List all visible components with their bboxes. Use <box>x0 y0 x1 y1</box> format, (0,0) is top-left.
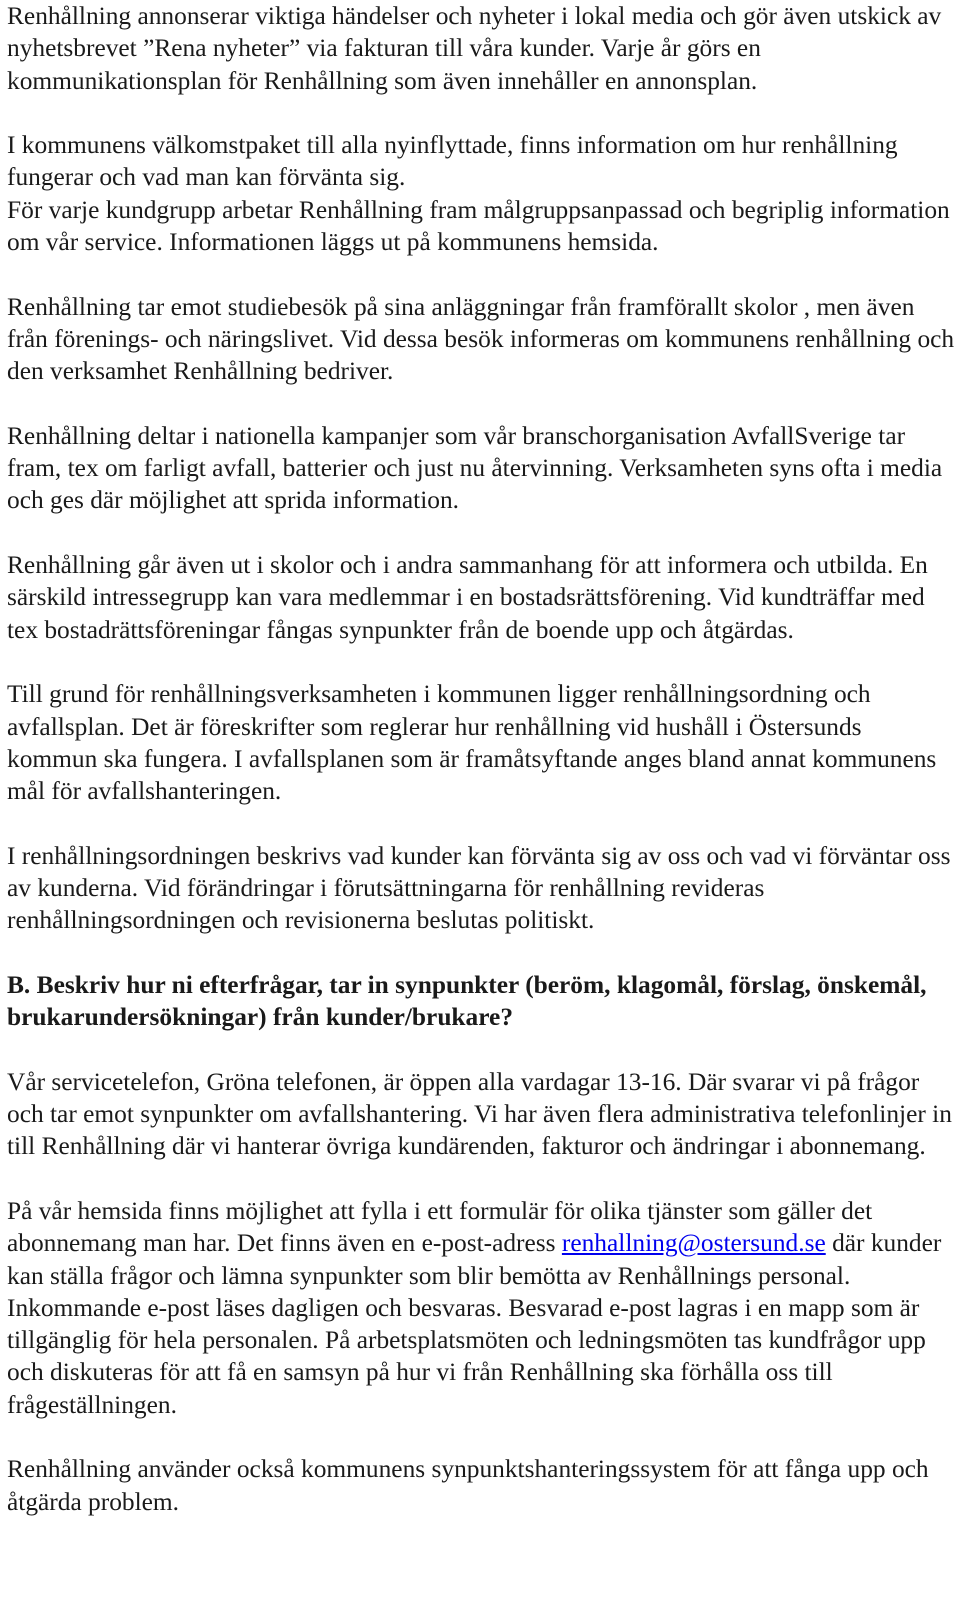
paragraph-gap <box>7 388 957 420</box>
document-page <box>7 0 957 1518</box>
text-after-email: där kunder kan ställa frågor och lämna synpunkter som blir bemötta av Renhållnings personal. Inkommande e-post läses dagligen och besvaras. Besvarad e-post lagras i en mapp som är tillgänglig för hela personalen. På arbetsplatsmöten och ledningsmöten tas kundfrågor upp och diskuteras för att få en samsyn på hur vi från Renhållning ska förhålla oss till frågeställningen. <box>7 1229 942 1419</box>
paragraph-gap <box>7 1163 957 1195</box>
paragraph-schools: Renhållning går även ut i skolor och i andra sammanhang för att informera och utbilda. En särskild intressegrupp kan vara medlemmar i en bostadsrättsförening. Vid kundträffar med tex bostadrättsföreningar fångas synpunkter från de boende upp och åtgärdas. <box>7 551 928 644</box>
paragraph-media: Renhållning annonserar viktiga händelser och nyheter i lokal media och gör även utskick av nyhetsbrevet ”Rena nyheter” via fakturan till våra kunder. Varje år görs en kommunikationsplan för Renhållning som även innehåller en annonsplan. <box>7 2 942 95</box>
paragraph-website-email <box>7 1195 957 1421</box>
email-link[interactable]: renhallning@ostersund.se <box>561 1229 826 1258</box>
paragraph-gap <box>7 1034 957 1066</box>
paragraph-gap <box>7 1421 957 1453</box>
paragraph-study-visits: Renhållning tar emot studiebesök på sina anläggningar från framförallt skolor , men även från förenings- och näringslivet. Vid dessa besök informeras om kommunens renhållning och den verksamhet Renhållning bedriver. <box>7 292 955 386</box>
paragraph-service-phone: Vår servicetelefon, Gröna telefonen, är öppen alla vardagar 13-16. Där svarar vi på frågor och tar emot synpunkter om avfallshantering. Vi har även flera administrativa telefonlinjer in till Renhållning där vi hanterar övriga kundärenden, fakturor och ändringar i abonnemang. <box>7 1067 952 1161</box>
paragraph-expectations: I renhållningsordningen beskrivs vad kunder kan förvänta sig av oss och vad vi förväntar oss av kunderna. Vid förändringar i förutsättningarna för renhållning revideras renhållningsordningen och revisionerna beslutas politiskt. <box>7 841 951 935</box>
paragraph-gap <box>7 97 957 129</box>
paragraph-regulations: Till grund för renhållningsverksamheten i kommunen ligger renhållningsordning och avfallsplan. Det är föreskrifter som reglerar hur renhållning vid hushåll i Östersunds kommun ska fungera. I avfallsplanen som är framåtsyftande anges bland annat kommunens mål för avfallshanteringen. <box>7 680 937 806</box>
paragraph-welcome-package: I kommunens välkomstpaket till alla nyinflyttade, finns information om hur renhållning fungerar och vad man kan förvänta sig. <box>7 131 898 192</box>
paragraph-feedback-system: Renhållning använder också kommunens synpunktshanteringssystem för att fånga upp och åtgärda problem. <box>7 1455 929 1516</box>
paragraph-gap <box>7 258 957 290</box>
paragraph-campaigns: Renhållning deltar i nationella kampanjer som vår branschorganisation AvfallSverige tar fram, tex om farligt avfall, batterier och just nu återvinning. Verksamheten syns ofta i media och ges där möjlighet att sprida information. <box>7 421 943 515</box>
paragraph-gap <box>7 517 957 549</box>
paragraph-gap <box>7 807 957 839</box>
text-before-email: På vår hemsida finns möjlighet att fylla i ett formulär för olika tjänster som gäller det abonnemang man har. Det finns även en e-post-adress <box>7 1196 873 1258</box>
paragraph-gap <box>7 646 957 678</box>
paragraph-gap <box>7 937 957 969</box>
paragraph-customer-groups: För varje kundgrupp arbetar Renhållning fram målgruppsanpassad och begriplig information om vår service. Informationen läggs ut på kommunens hemsida. <box>7 195 950 257</box>
section-heading-b: B. Beskriv hur ni efterfrågar, tar in synpunkter (beröm, klagomål, förslag, önskemål, brukarundersökningar) från kunder/brukare? <box>7 970 927 1032</box>
